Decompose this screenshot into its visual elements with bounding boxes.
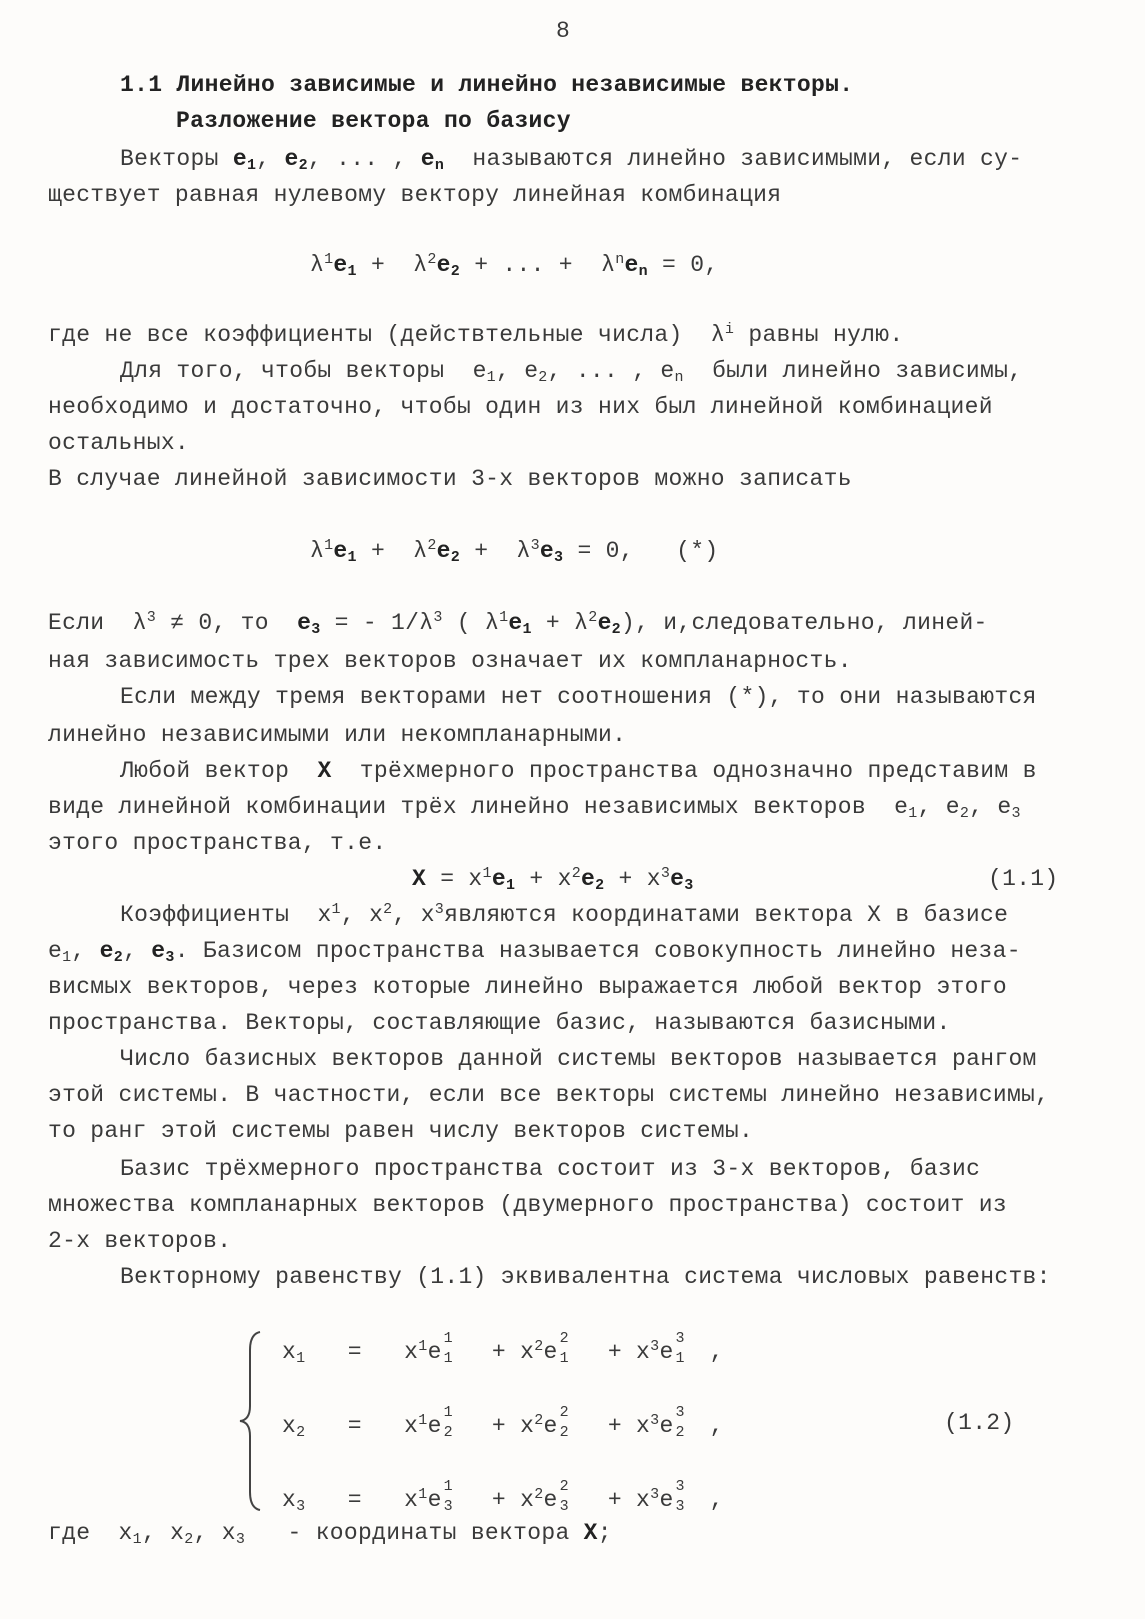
equation-1-1: $X = x^1e_1 + x^2e_2 + x^3e_3$ [412, 864, 694, 894]
paragraph-line: где $x_1$, $x_2$, $x_3$ - координаты вектора X; [48, 1520, 612, 1548]
paragraph-line: то ранг этой системы равен числу векторов системы. [48, 1118, 754, 1144]
system-row-2: $x_2 = x^1e$ 1 2 + $x^2e$ 2 2 + $x^3e$ 3 2 , [282, 1404, 724, 1441]
paragraph-line: этого пространства, т.е. [48, 830, 387, 856]
system-row-3: $x_3 = x^1e$ 1 3 + $x^2e$ 2 3 + $x^3e$ 3 3 , [282, 1478, 724, 1515]
paragraph-line: этой системы. В частности, если все векторы системы линейно независимы, [48, 1082, 1050, 1108]
paragraph-line: $e_1$, $e_2$, $e_3$. Базисом пространства называется совокупность линейно неза- [48, 938, 1021, 966]
equation-three-vectors: $\lambda^1e_1 + \lambda^2e_2 + \lambda^3e_3 = 0$, (*) [310, 536, 719, 566]
page-number: 8 [556, 18, 571, 44]
equation-label: (1.1) [988, 866, 1059, 892]
paragraph-line: Базис трёхмерного пространства состоит из 3-х векторов, базис [120, 1156, 981, 1182]
section-subheading: Разложение вектора по базису [176, 108, 571, 134]
left-brace [238, 1330, 264, 1512]
paragraph-line: Векторному равенству (1.1) эквивалентна система числовых равенств: [120, 1264, 1051, 1290]
paragraph-line: Векторы $e_1$, $e_2$, ... , $e_n$ называются линейно зависимыми, если су- [120, 146, 1023, 174]
paragraph-line: виде линейной комбинации трёх линейно независимых векторов $e_1$, $e_2$, $e_3$ [48, 794, 1021, 822]
paragraph-line: Для того, чтобы векторы $e_1$, $e_2$, ... , $e_n$ были линейно зависимы, [120, 358, 1023, 386]
paragraph-line: Любой вектор X трёхмерного пространства однозначно представим в [120, 758, 1037, 784]
paragraph-line: В случае линейной зависимости 3-х векторов можно записать [48, 466, 852, 492]
paragraph-line: необходимо и достаточно, чтобы один из них был линейной комбинацией [48, 394, 993, 420]
paragraph-line: где не все коэффициенты (действтельные числа) $\lambda^i$ равны нулю. [48, 320, 904, 348]
paragraph-line: висмых векторов, через которые линейно выражается любой вектор этого [48, 974, 1007, 1000]
system-row-1: $x_1 = x^1e$ 1 1 + $x^2e$ 2 1 + $x^3e$ 3 1 , [282, 1330, 724, 1367]
paragraph-line: остальных. [48, 430, 190, 456]
paragraph-line: ная зависимость трех векторов означает их компланарность. [48, 648, 852, 674]
equation-label: (1.2) [944, 1410, 1015, 1436]
paragraph-line: линейно независимыми или некомпланарными. [48, 722, 627, 748]
paragraph-line: множества компланарных векторов (двумерного пространства) состоит из [48, 1192, 1007, 1218]
paragraph-line: Если $\lambda^3 \ne 0$, то $e_3$ = - $1/\lambda^3$ ( $\lambda^1e_1 + \lambda^2e_2$), и,следовательно, линей- [48, 608, 988, 638]
paragraph-line: Число базисных векторов данной системы векторов называется рангом [120, 1046, 1037, 1072]
paragraph-line: пространства. Векторы, составляющие базис, называются базисными. [48, 1010, 951, 1036]
paragraph-line: Если между тремя векторами нет соотношения (*), то они называются [120, 684, 1037, 710]
section-heading: 1.1 Линейно зависимые и линейно независимые векторы. [120, 72, 854, 98]
paragraph-line: Коэффициенты $x^1$, $x^2$, $x^3являются$ координатами вектора X в базисе [120, 900, 1009, 928]
paragraph-line: 2-х векторов. [48, 1228, 232, 1254]
paragraph-line: ществует равная нулевому вектору линейная комбинация [48, 182, 782, 208]
equation-linear-combination: $\lambda^1e_1 + \lambda^2e_2$ + ... + $\lambda^ne_n = 0$, [310, 250, 719, 280]
